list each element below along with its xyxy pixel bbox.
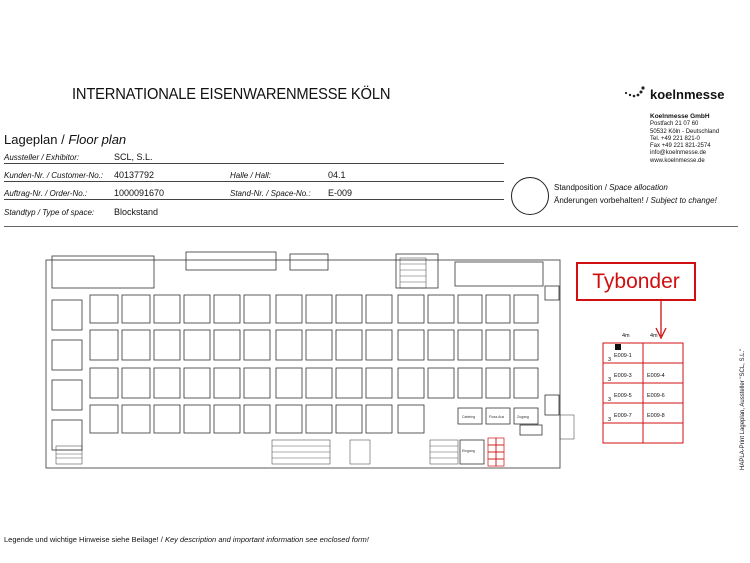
dim-top-right: 4m	[650, 333, 658, 339]
map-label: Zugang	[517, 415, 529, 419]
hall-outline	[46, 260, 560, 468]
stand-e009-4: E009-4	[647, 373, 665, 379]
hall-value: 04.1	[328, 170, 346, 180]
dim-top-left: 4m	[622, 333, 630, 339]
footer-note: Legende und wichtige Hinweise siehe Beilage! / Key description and important information see enclosed form!	[4, 535, 369, 544]
stand-grid	[90, 295, 538, 433]
subtitle-en: Floor plan	[68, 132, 127, 147]
footer-en: Key description and important information see enclosed form!	[164, 535, 369, 544]
fair-title: INTERNATIONALE EISENWARENMESSE KÖLN	[72, 86, 391, 103]
stand-e009-1: E009-1	[614, 353, 632, 359]
position-en: Space allocation	[609, 183, 668, 192]
address-line: Postfach 21 07 60	[650, 121, 699, 128]
address-line: Tel. +49 221 821-0	[650, 135, 700, 142]
exhibitor-value: SCL, S.L.	[114, 152, 153, 162]
corner-marker	[615, 344, 621, 350]
dim-side: 3	[608, 377, 612, 383]
space-type-label: Standtyp / Type of space:	[4, 208, 95, 217]
highlighted-stands	[488, 438, 504, 466]
company-address	[650, 113, 719, 165]
address-line: www.koelnmesse.de	[650, 157, 705, 164]
arrow-icon	[656, 297, 666, 338]
logo-wordmark: koelnmesse	[650, 87, 725, 102]
stand-e009-5: E009-5	[614, 393, 632, 399]
header-divider	[4, 226, 738, 227]
dim-side: 3	[608, 417, 612, 423]
side-note: HAPLA-Print Lageplan, Aussteller "SCL, S.L."	[740, 348, 746, 470]
map-label: Catering	[462, 415, 476, 419]
stand-no-value: E-009	[328, 188, 353, 198]
hall-label: Halle / Hall:	[230, 171, 271, 180]
space-position-text: Standposition / Space allocation	[554, 183, 668, 192]
change-en: Subject to change!	[650, 196, 717, 205]
order-no-value: 1000091670	[114, 188, 165, 198]
field-divider	[4, 181, 504, 182]
plan-subtitle	[4, 132, 126, 147]
field-divider	[4, 199, 504, 200]
change-de: Änderungen vorbehalten!	[554, 196, 644, 205]
map-label: Eingang	[462, 449, 475, 453]
space-type-value: Blockstand	[114, 207, 159, 217]
koelnmesse-logo-icon	[624, 85, 648, 99]
tybonder-annotation: Tybonder	[576, 262, 696, 301]
footer-de: Legende und wichtige Hinweise siehe Beilage!	[4, 535, 159, 544]
stand-e009-3: E009-3	[614, 373, 632, 379]
stand-e009-6: E009-6	[647, 393, 665, 399]
space-position-circle	[511, 177, 549, 215]
customer-no-label: Kunden-Nr. / Customer-No.:	[4, 171, 104, 180]
address-line: 50532 Köln - Deutschland	[650, 128, 720, 135]
dim-side: 3	[608, 397, 612, 403]
exhibitor-label: Aussteller / Exhibitor:	[4, 153, 80, 162]
stand-no-label: Stand-Nr. / Space-No.:	[230, 189, 311, 198]
subtitle-sep: /	[57, 132, 69, 147]
position-de: Standposition	[554, 183, 603, 192]
field-divider	[4, 163, 504, 164]
company-name: Koelnmesse GmbH	[650, 113, 710, 120]
stand-e009-7: E009-7	[614, 413, 632, 419]
address-line: info@koelnmesse.de	[650, 150, 707, 157]
subtitle-de: Lageplan	[4, 132, 58, 147]
subject-to-change-text: Änderungen vorbehalten! / Subject to change!	[554, 196, 717, 205]
stand-e009-8: E009-8	[647, 413, 665, 419]
order-no-label: Auftrag-Nr. / Order-No.:	[4, 189, 88, 198]
customer-no-value: 40137792	[114, 170, 155, 180]
address-line: Fax +49 221 821-2574	[650, 143, 711, 150]
dim-side: 3	[608, 357, 612, 363]
map-label: Fluss Aus	[489, 415, 505, 419]
